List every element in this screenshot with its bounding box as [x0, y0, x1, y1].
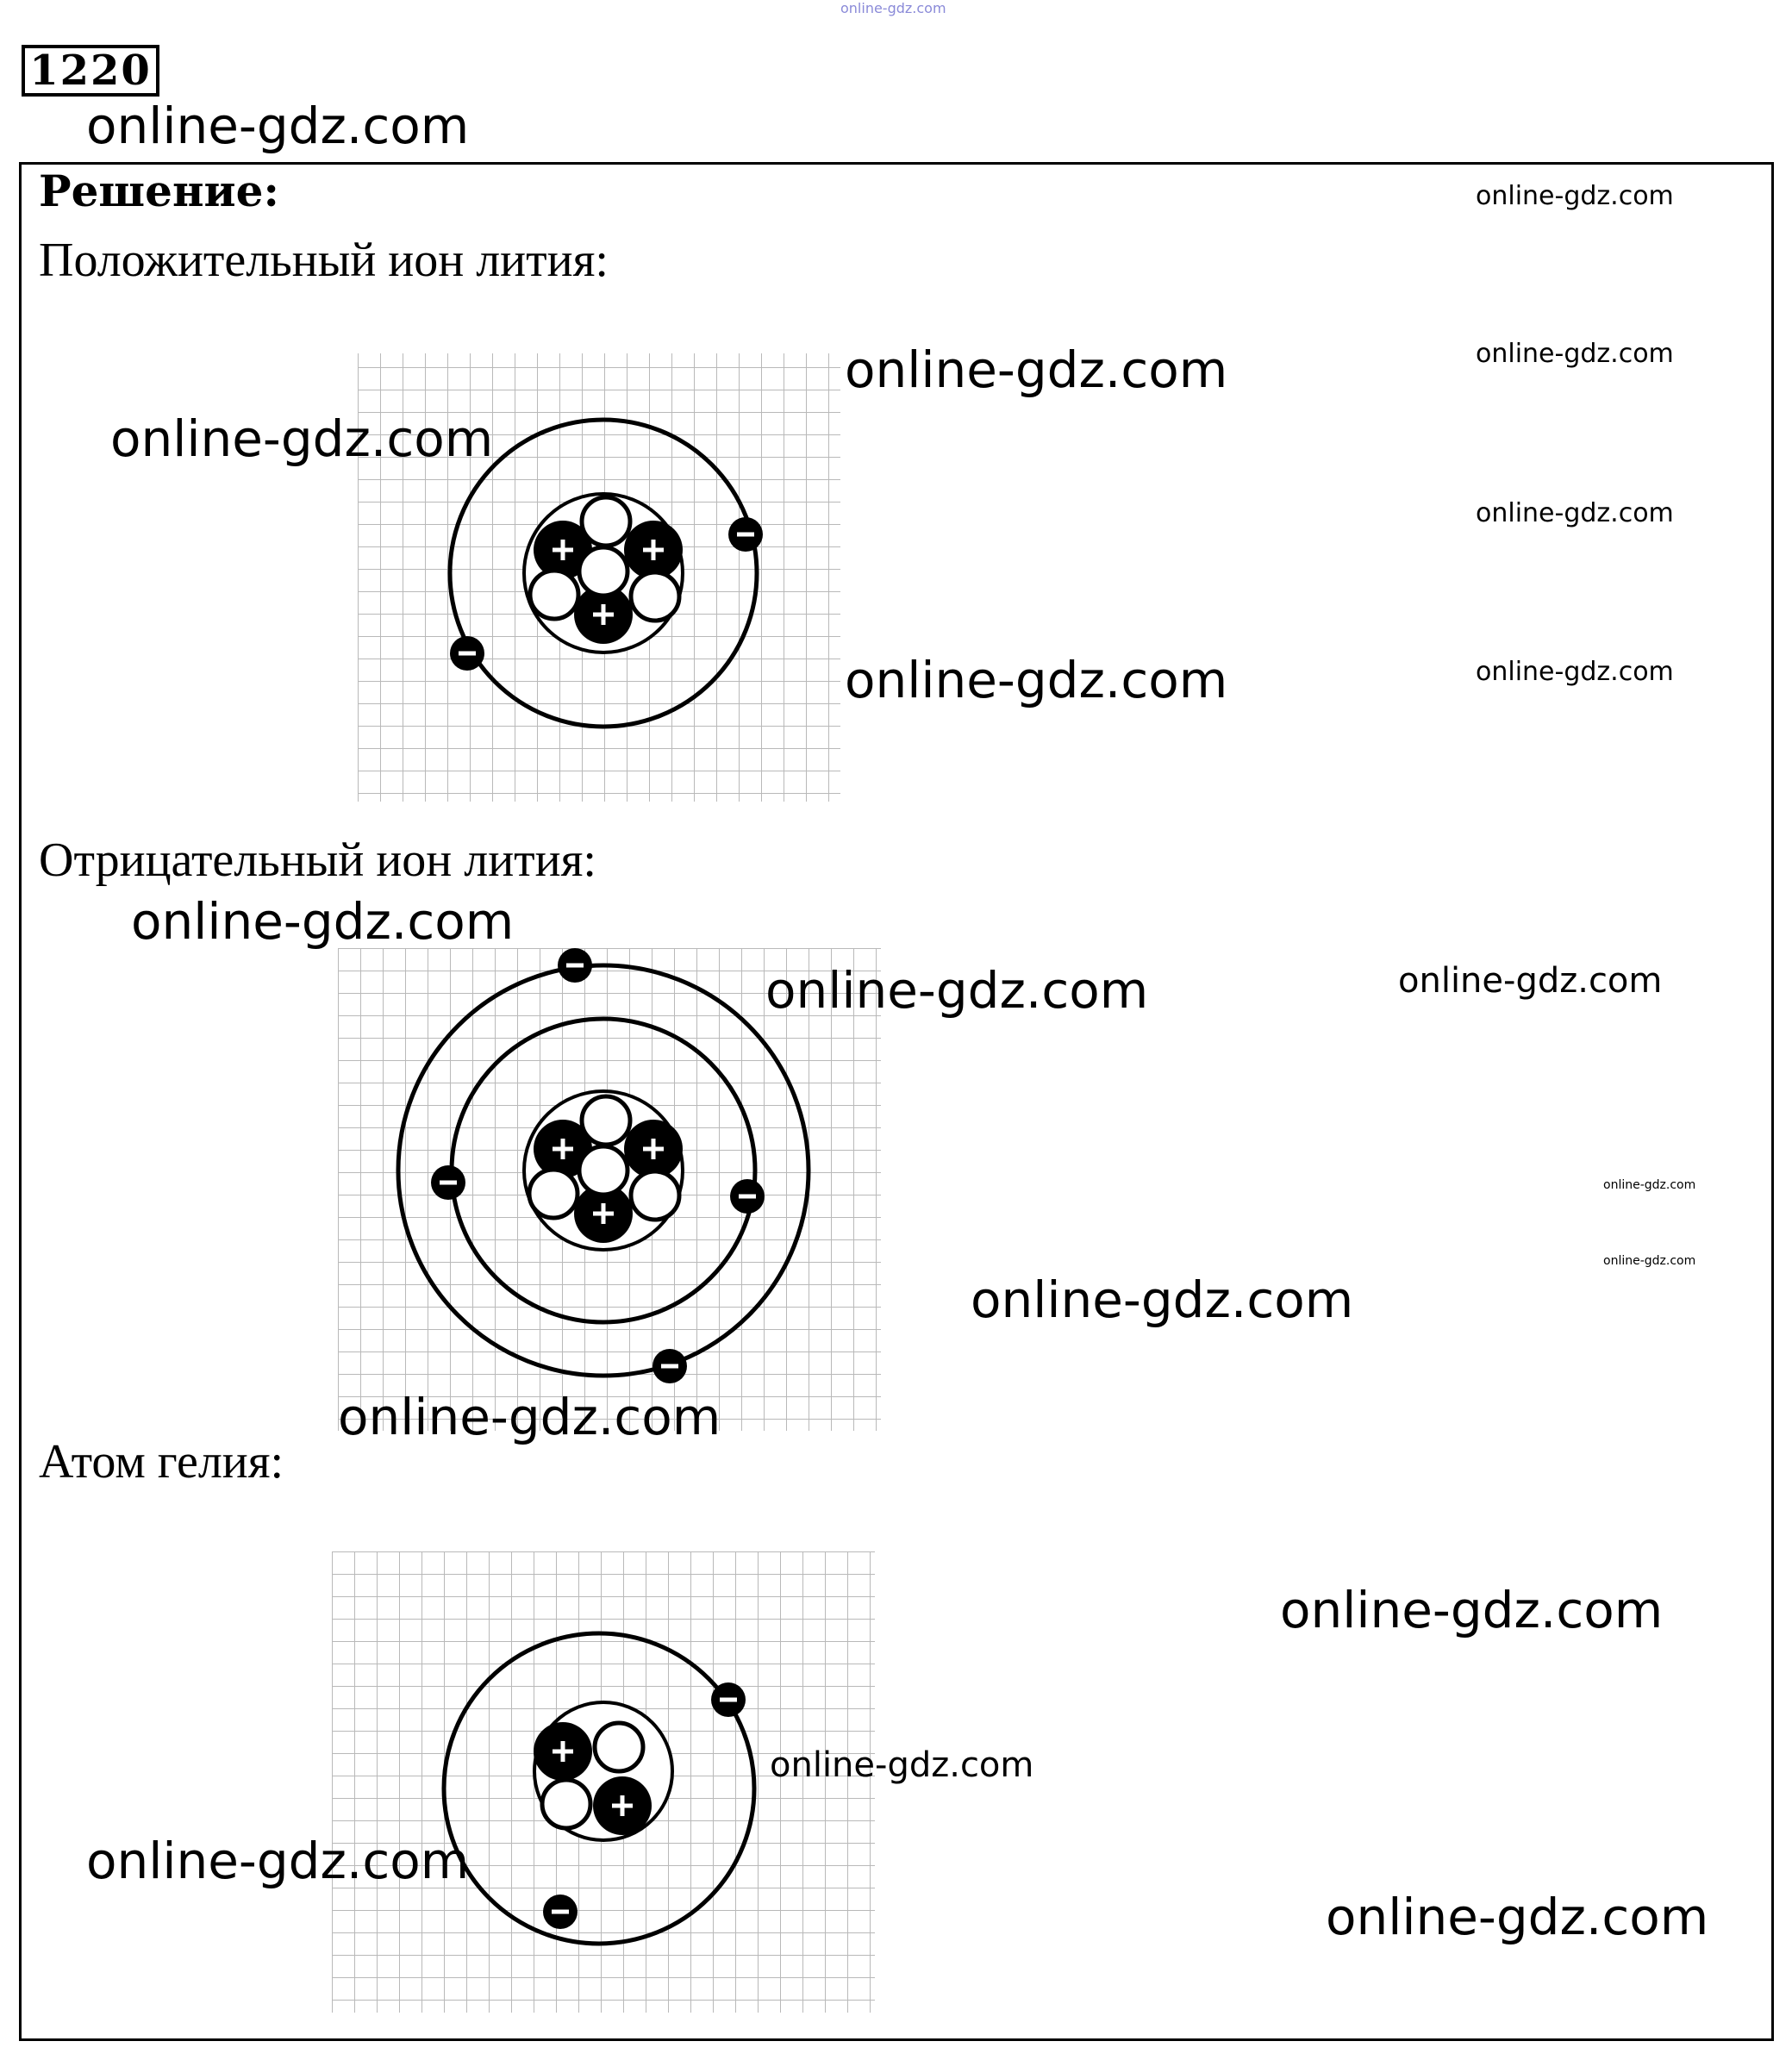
neutron	[530, 571, 578, 619]
watermark: online-gdz.com	[845, 340, 1228, 399]
solution-title: Решение:	[39, 165, 279, 216]
neutron	[529, 1170, 578, 1218]
watermark: online-gdz.com	[1476, 498, 1674, 528]
neutron	[631, 1171, 679, 1220]
watermark: online-gdz.com	[1280, 1581, 1664, 1639]
section-label-positive-lithium-ion: Положительный ион лития:	[39, 234, 609, 287]
watermark: online-gdz.com	[845, 651, 1228, 709]
watermark: online-gdz.com	[1476, 657, 1674, 687]
neutron	[542, 1780, 590, 1828]
neutron	[631, 572, 679, 621]
watermark: online-gdz.com	[770, 1745, 1034, 1785]
neutron	[579, 547, 628, 596]
neutron	[595, 1723, 643, 1771]
watermark: online-gdz.com	[765, 961, 1149, 1020]
section-label-helium-atom: Атом гелия:	[39, 1435, 284, 1489]
neutron	[582, 1096, 630, 1145]
watermark: online-gdz.com	[1603, 1254, 1696, 1268]
section-label-negative-lithium-ion: Отрицательный ион лития:	[39, 833, 596, 887]
watermark: online-gdz.com	[1603, 1178, 1696, 1192]
negative-lithium-ion-diagram	[338, 948, 881, 1439]
watermark: online-gdz.com	[86, 1832, 470, 1890]
task-number: 1220	[22, 45, 159, 97]
watermark: online-gdz.com	[338, 1388, 721, 1446]
site-watermark: online-gdz.com	[86, 97, 470, 155]
negative-lithium-ion-svg	[338, 948, 881, 1439]
top-watermark: online-gdz.com	[840, 0, 946, 16]
watermark: online-gdz.com	[110, 409, 494, 468]
watermark: online-gdz.com	[131, 892, 515, 951]
watermark: online-gdz.com	[1326, 1888, 1709, 1946]
watermark: online-gdz.com	[1476, 181, 1674, 211]
watermark: online-gdz.com	[971, 1270, 1354, 1329]
neutron	[582, 497, 630, 546]
neutron	[579, 1146, 628, 1195]
watermark: online-gdz.com	[1398, 961, 1663, 1001]
watermark: online-gdz.com	[1476, 339, 1674, 369]
